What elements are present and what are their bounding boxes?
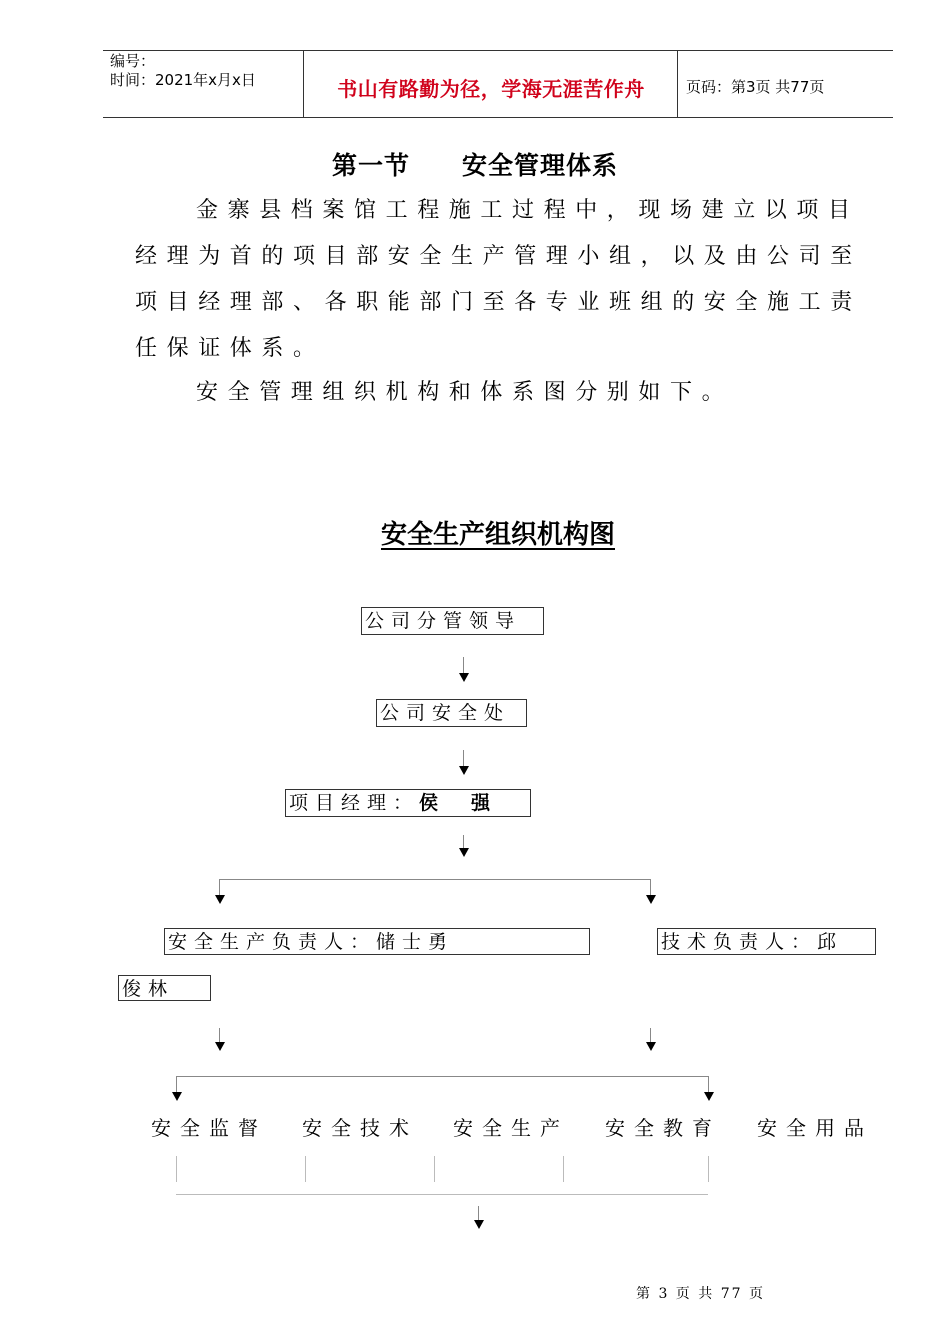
header-top-rule	[103, 50, 893, 51]
head-continuation-label: 俊林	[122, 978, 175, 1000]
org-box-project-manager	[285, 789, 531, 817]
header-page-number: 页码：第3页 共77页	[686, 78, 825, 96]
arrow-down-icon	[459, 848, 469, 857]
project-manager-label: 项目经理：	[289, 792, 420, 814]
org-box-company-leader-label: 公司分管领导	[365, 610, 522, 632]
arrow-down-icon	[215, 1042, 225, 1051]
arrow-down-icon	[459, 766, 469, 775]
chart-intro-text: 安全管理组织机构和体系图分别如下。	[196, 380, 734, 405]
branch-line-top	[219, 879, 650, 880]
department-tick-4	[563, 1156, 564, 1182]
arrow-down-icon	[646, 895, 656, 904]
header-divider-2	[677, 50, 678, 118]
departments-top-line	[176, 1076, 708, 1077]
intro-paragraph	[135, 188, 870, 372]
org-box-safety-office-label: 公司安全处	[380, 702, 511, 724]
section-title: 第一节 安全管理体系	[331, 151, 618, 180]
org-box-safety-head	[164, 928, 590, 955]
department-tick-3	[434, 1156, 435, 1182]
header-motto: 书山有路勤为径，学海无涯苦作舟	[337, 77, 645, 101]
document-number-label: 编号：	[110, 52, 156, 70]
org-box-head-continuation	[118, 975, 211, 1001]
department-technology: 安全技术	[302, 1116, 418, 1140]
departments-bottom-line	[176, 1194, 708, 1195]
departments-right-drop	[708, 1076, 709, 1092]
connector-right-down	[650, 1028, 651, 1042]
connector-2	[463, 750, 464, 766]
project-manager-name: 侯 强	[419, 792, 498, 814]
org-chart-title: 安全生产组织机构图	[380, 520, 615, 550]
branch-right-drop	[650, 879, 651, 895]
department-tick-2	[305, 1156, 306, 1182]
departments-left-drop	[176, 1076, 177, 1092]
connector-1	[463, 657, 464, 673]
arrow-down-icon	[172, 1092, 182, 1101]
arrow-down-icon	[459, 673, 469, 682]
header-meta	[110, 52, 256, 90]
org-box-technical-head	[657, 928, 876, 955]
connector-3	[463, 835, 464, 848]
arrow-down-icon	[215, 895, 225, 904]
intro-paragraph-text: 金寨县档案馆工程施工过程中，现场建立以项目经理为首的项目部安全生产管理小组，以及由公司至项目经理部、各职能部门至各专业班组的安全施工责任保证体系。	[135, 198, 862, 361]
department-education: 安全教育	[605, 1116, 721, 1140]
arrow-down-icon	[474, 1220, 484, 1229]
department-tick-5	[708, 1156, 709, 1182]
arrow-down-icon	[704, 1092, 714, 1101]
connector-left-down	[219, 1028, 220, 1042]
branch-left-drop	[219, 879, 220, 895]
connector-bottom	[478, 1206, 479, 1220]
department-tick-1	[176, 1156, 177, 1182]
chart-intro-paragraph	[135, 370, 870, 416]
technical-head-label: 技术负责人：邱	[661, 931, 844, 953]
arrow-down-icon	[646, 1042, 656, 1051]
header-bottom-rule	[103, 117, 893, 118]
header-divider-1	[303, 50, 304, 118]
org-box-safety-office	[376, 699, 527, 727]
org-box-company-leader	[361, 607, 544, 635]
safety-head-label: 安全生产负责人：储士勇	[168, 931, 455, 953]
department-production: 安全生产	[453, 1116, 569, 1140]
department-supplies: 安全用品	[757, 1116, 873, 1140]
department-supervision: 安全监督	[151, 1116, 267, 1140]
footer-page-number: 第 3 页 共 77 页	[636, 1286, 765, 1302]
document-time-label: 时间：2021年x月x日	[110, 71, 256, 89]
